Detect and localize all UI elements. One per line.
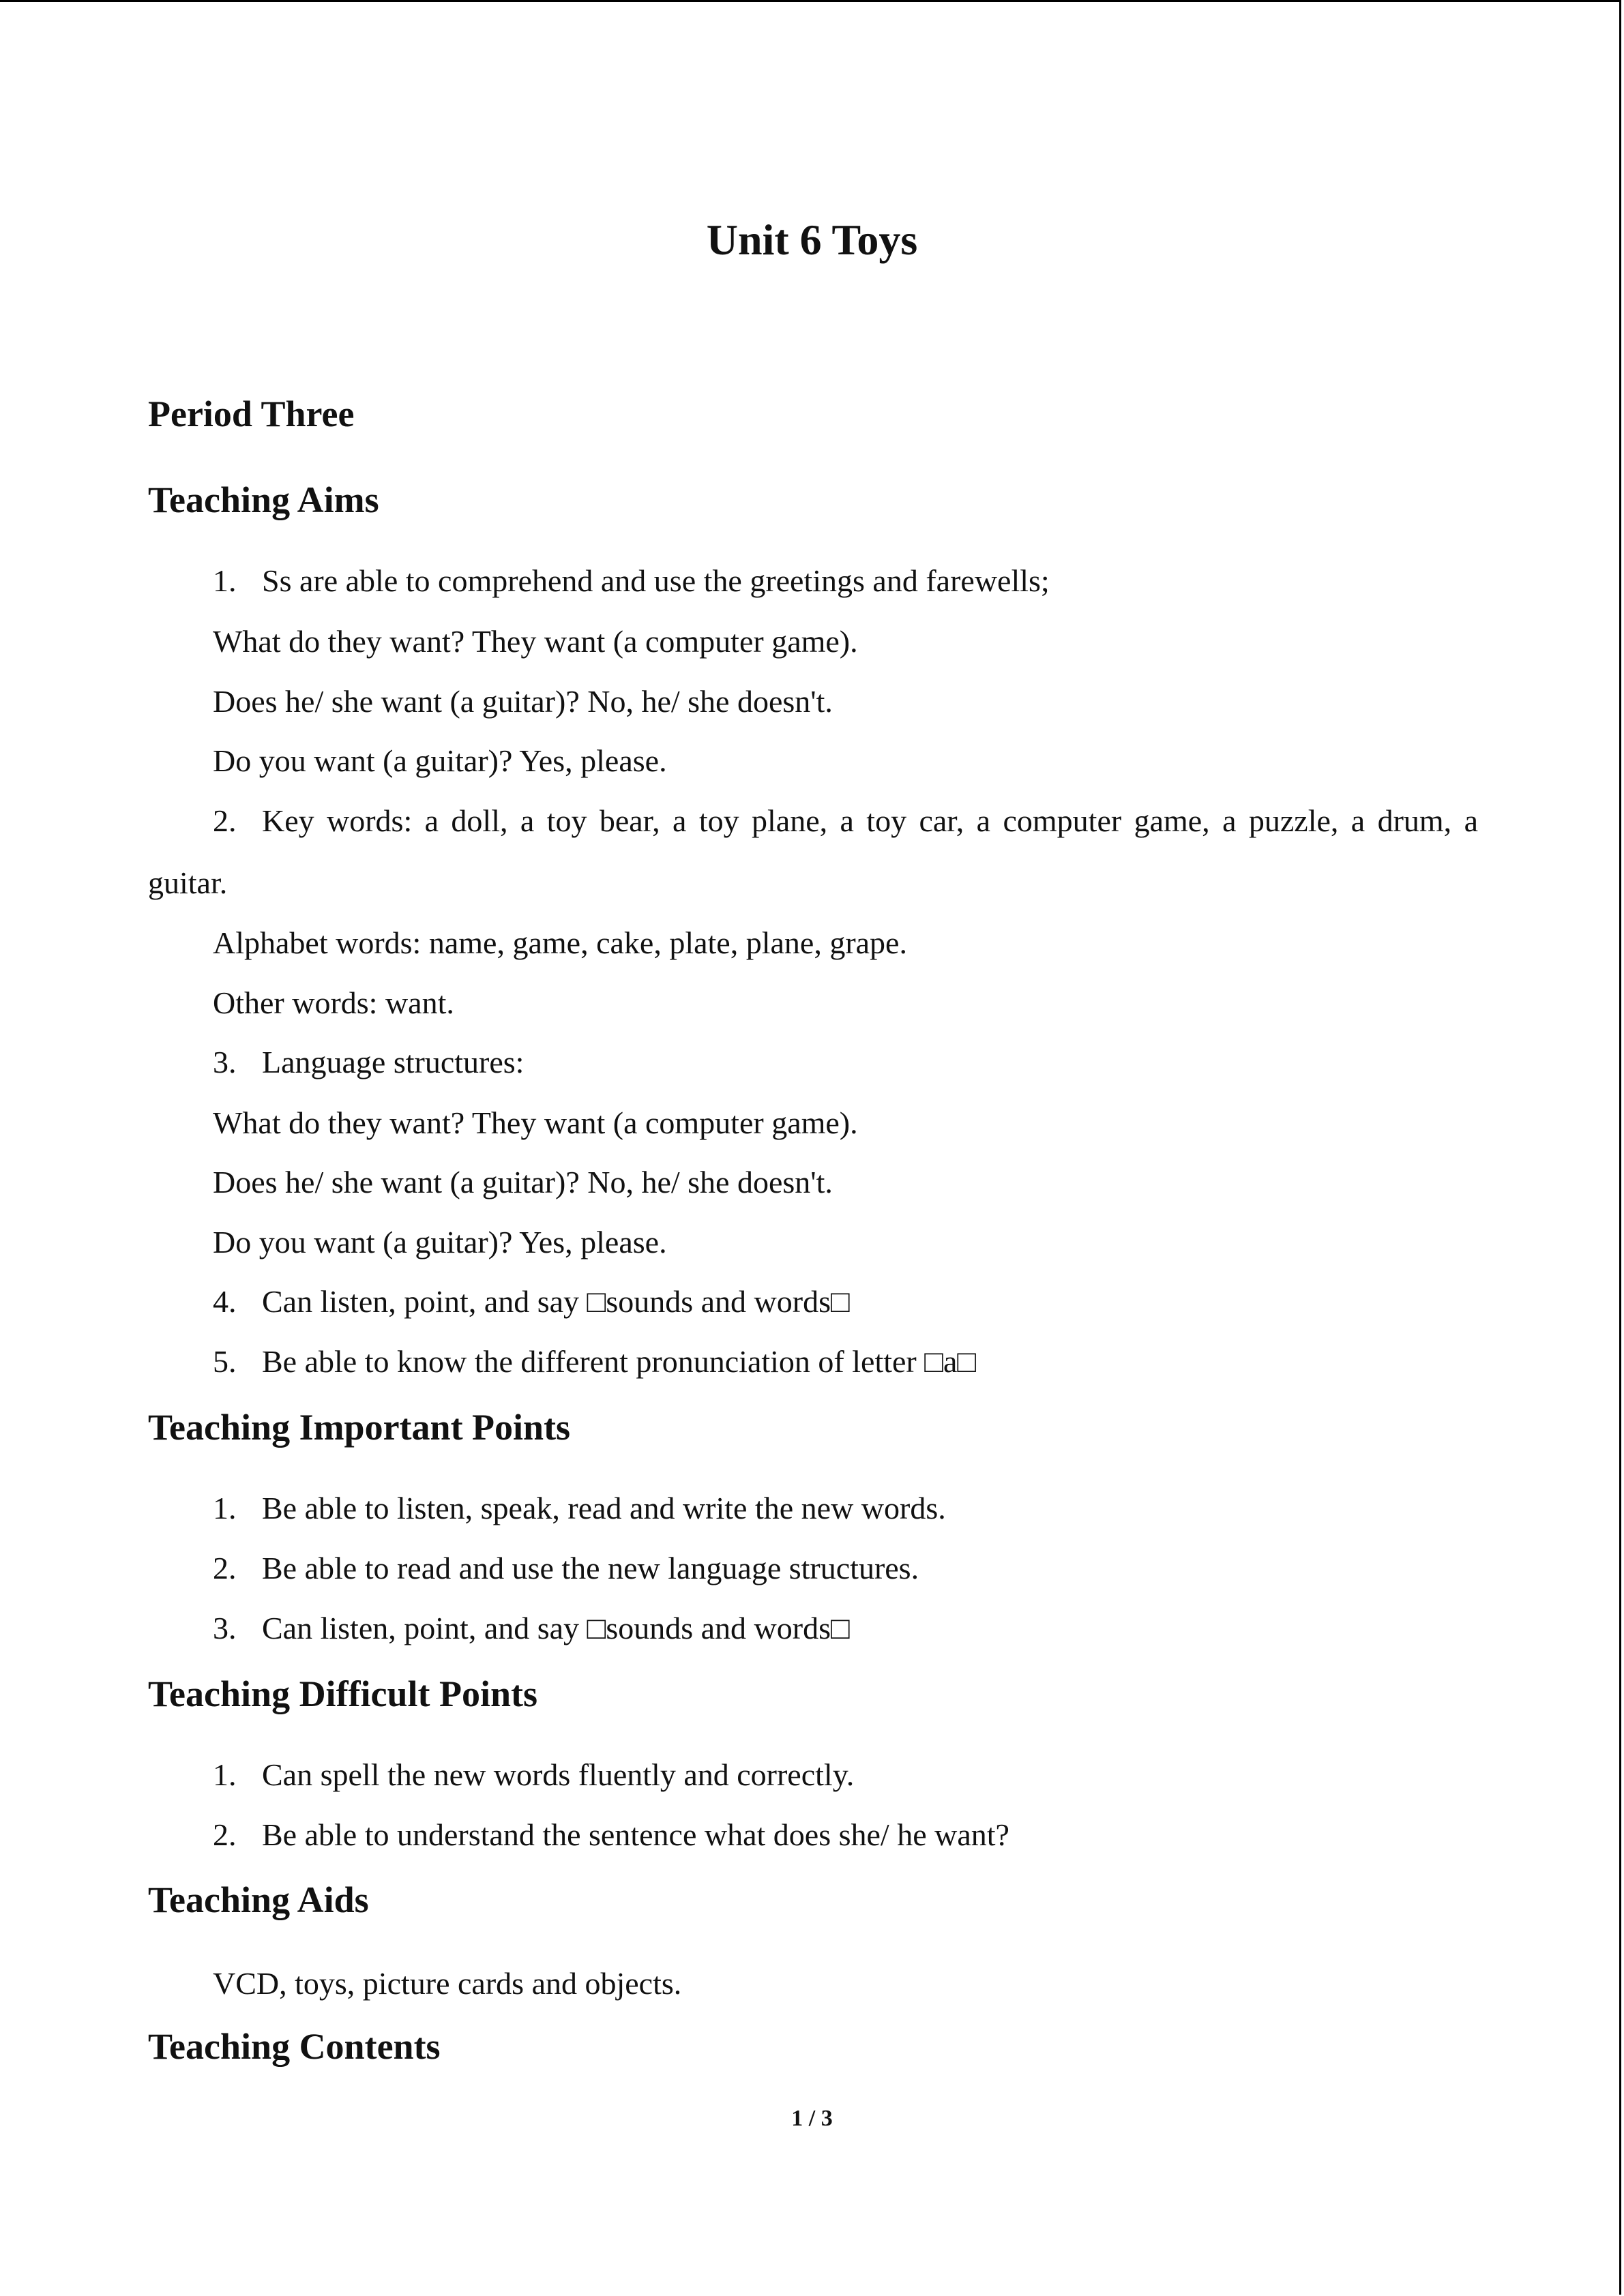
aims-item-1: [213, 561, 1050, 601]
aims-alphabet-words: Alphabet words: name, game, cake, plate, plane, grape.: [213, 925, 907, 960]
important-item-1: [213, 1488, 946, 1529]
aims-line-b: Does he/ she want (a guitar)? No, he/ she doesn't.: [213, 684, 833, 719]
aims-item-5-number: 5.: [213, 1344, 237, 1379]
aims-item-1-text: Ss are able to comprehend and use the greetings and farewells;: [262, 563, 1050, 598]
aims-item-2-number: 2.: [213, 803, 237, 838]
document-title: Unit 6 Toys: [706, 215, 918, 264]
aims-line-a: What do they want? They want (a computer game).: [213, 624, 858, 659]
teaching-aims-heading: Teaching Aims: [148, 479, 379, 520]
aims-item-5-text: Be able to know the different pronunciation of letter □a□: [262, 1344, 977, 1379]
aims-line-c: Do you want (a guitar)? Yes, please.: [213, 743, 667, 778]
aims-item-3-text: Language structures:: [262, 1045, 525, 1079]
aims-item-1-number: 1.: [213, 563, 237, 598]
aims-line-d: What do they want? They want (a computer game).: [213, 1105, 858, 1140]
aims-item-3-number: 3.: [213, 1045, 237, 1079]
aims-item-2: [213, 801, 1478, 841]
difficult-item-2-text: Be able to understand the sentence what does she/ he want?: [262, 1817, 1009, 1852]
aims-line-e: Does he/ she want (a guitar)? No, he/ she doesn't.: [213, 1165, 833, 1199]
aims-item-2-text: Key words: a doll, a toy bear, a toy plane, a toy car, a computer game, a puzzle, a drum, a: [262, 803, 1478, 838]
aims-item-3: [213, 1042, 524, 1083]
important-item-1-number: 1.: [213, 1491, 237, 1525]
aims-item-2-continued: guitar.: [148, 865, 228, 900]
teaching-aids-text: VCD, toys, picture cards and objects.: [213, 1966, 682, 2001]
important-points-heading: Teaching Important Points: [148, 1407, 571, 1448]
aims-item-4-text: Can listen, point, and say □sounds and words□: [262, 1284, 850, 1319]
aims-line-f: Do you want (a guitar)? Yes, please.: [213, 1225, 667, 1259]
teaching-contents-heading: Teaching Contents: [148, 2026, 441, 2067]
aims-other-words: Other words: want.: [213, 985, 454, 1020]
important-item-3-text: Can listen, point, and say □sounds and words□: [262, 1611, 850, 1645]
aims-item-5: [213, 1341, 976, 1382]
important-item-3: [213, 1608, 850, 1649]
difficult-item-2-number: 2.: [213, 1817, 237, 1852]
period-heading: Period Three: [148, 393, 355, 434]
important-item-2-number: 2.: [213, 1551, 237, 1585]
teaching-aids-heading: Teaching Aids: [148, 1879, 369, 1920]
important-item-1-text: Be able to listen, speak, read and write the new words.: [262, 1491, 946, 1525]
important-item-3-number: 3.: [213, 1611, 237, 1645]
aims-item-4-number: 4.: [213, 1284, 237, 1319]
difficult-item-1-text: Can spell the new words fluently and correctly.: [262, 1757, 855, 1792]
difficult-points-heading: Teaching Difficult Points: [148, 1673, 538, 1714]
important-item-2-text: Be able to read and use the new language structures.: [262, 1551, 919, 1585]
difficult-item-2: [213, 1815, 1009, 1855]
page-number: 1 / 3: [791, 2106, 833, 2131]
important-item-2: [213, 1548, 919, 1589]
aims-item-4: [213, 1281, 850, 1322]
difficult-item-1: [213, 1755, 854, 1795]
difficult-item-1-number: 1.: [213, 1757, 237, 1792]
